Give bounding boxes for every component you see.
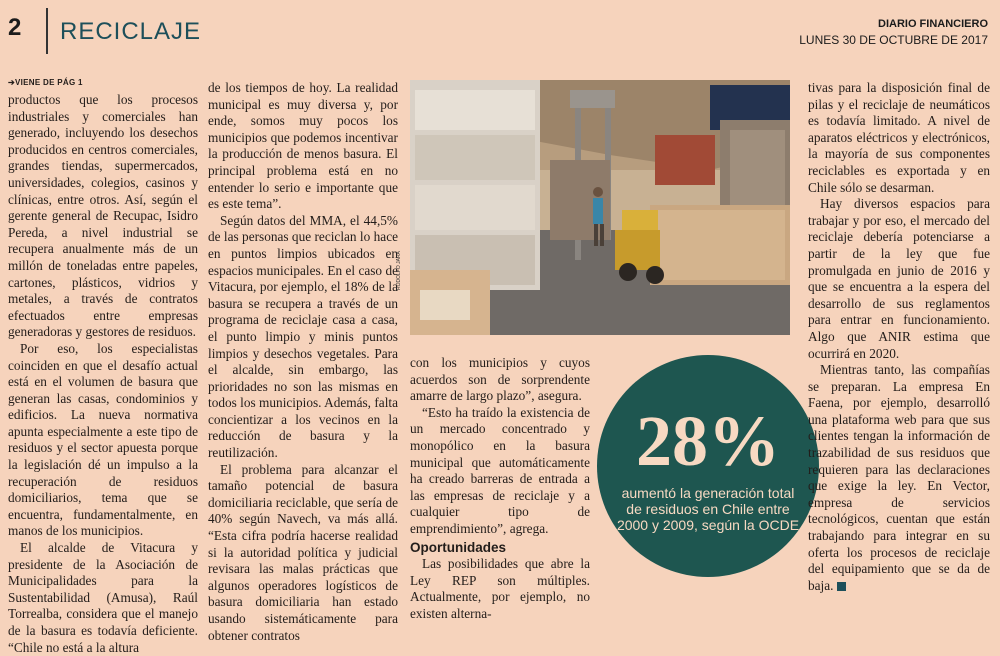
paragraph: “Esto ha traído la existencia de un mercado concentrado y monopólico en la basura municipal que automáticamente ha creado barreras de entrada a las empresas de reciclaje y a cualquier tipo de emprendimiento”, agrega. [410, 404, 590, 536]
subheading: Oportunidades [410, 539, 507, 555]
article-column-1 [8, 92, 198, 656]
page-number: 2 [8, 14, 22, 41]
paragraph: Las posibilidades que abre la Ley REP son múltiples. Actualmente, por ejemplo, no existen alterna- [410, 556, 590, 621]
paragraph: tivas para la disposición final de pilas y el reciclaje de neumáticos es todavía limitado. A nivel de aparatos eléctricos y electrónicos, la mayoría de sus componentes reciclables es exportada y en Chile sólo se desarman. [808, 80, 990, 195]
publication-date: LUNES 30 DE OCTUBRE DE 2017 [799, 33, 988, 47]
statistic-callout [597, 355, 819, 577]
newspaper-name: DIARIO FINANCIERO [878, 18, 988, 30]
continued-from-label: ➔VIENE DE PÁG 1 [8, 78, 83, 87]
article-column-2 [208, 80, 398, 644]
masthead [799, 18, 988, 47]
paragraph: El problema para alcanzar el tamaño potencial de basura domiciliaria reciclable, que sería de 40% según Navech, va más allá. “Esta cifra podría hacerse realidad si la autoridad política y judicial revisara las malas prácticas que algunos operadores logísticos de basura domiciliaria han estado usando sistemáticamente para obtener contratos [208, 461, 398, 643]
statistic-caption: aumentó la generación total de residuos en Chile entre 2000 y 2009, según la OCDE [616, 485, 800, 533]
photo-credit: RODOLFO JARA [396, 251, 402, 290]
recycling-plant-photo [410, 80, 790, 335]
paragraph: Según datos del MMA, el 44,5% de las personas que reciclan lo hace en puntos limpios ubicados en espacios municipales. En el caso de Vitacura, por ejemplo, el 18% de la basura se recupera a través de un programa de reciclaje casa a casa, el punto limpio y minis puntos limpios y desechos vegetales. Para el alcalde, sin embargo, las prioridades no son las mismas en todos los municipios. Además, falta concientizar a los vecinos en la reducción de basura y la reutilización. [208, 212, 398, 461]
paragraph: de los tiempos de hoy. La realidad municipal es muy diversa y, por ende, somos muy pocos los municipios que podemos incentivar la producción de menos basura. El principal problema está en no entender lo serio e importante que es este tema”. [208, 80, 398, 212]
article-column-4 [808, 80, 990, 594]
paragraph: productos que los procesos industriales y comerciales han generado, incluyendo los desechos producidos en centros comerciales, grandes tiendas, supermercados, universidades, colegios, casinos y clínicas, entre otros. Así, según el gerente general de Recupac, Isidro Pereda, a nivel industrial se recupera anualmente más de un millón de toneladas entre papeles, cartones, plásticos, vidrios y metales, a través de contratos efectuados entre empresas generadoras y gestores de residuos. [8, 92, 198, 340]
article-column-3 [410, 355, 590, 623]
paragraph: Hay diversos espacios para trabajar y por eso, el mercado del reciclaje debería potenciarse a partir de la ley que fue promulgada en junio de 2016 y que se encuentra a la espera del desarrollo de sus reglamentos para entrar en funcionamiento. Algo que ANIR estima que ocurrirá en 2020. [808, 196, 990, 361]
paragraph-final [808, 362, 990, 594]
paragraph-text: Mientras tanto, las compañías se preparan. La empresa En Faena, por ejemplo, desarrolló una plataforma web para que sus clientes tengan la información de trazabilidad de sus residuos que requieren para las declaraciones que exige la ley. En Vector, empresa de servicios tecnológicos, cuentan que están trabajando para integrar en su oferta los procesos de reciclaje del equipamiento que se da de baja. [808, 362, 990, 593]
paragraph: El alcalde de Vitacura y presidente de la Asociación de Municipalidades para la Sustentabilidad (Amusa), Raúl Torrealba, considera que el manejo de la basura es todavía deficiente. “Chile no está a la altura [8, 540, 198, 655]
section-title: RECICLAJE [60, 18, 202, 45]
statistic-figure: 28% [636, 401, 780, 481]
header-divider [46, 8, 48, 54]
paragraph: Por eso, los especialistas coinciden en que el desafío actual está en el volumen de basura que generan las casas, condominios y edificios. La nueva normativa apunta especialmente a este tipo de residuos y el sector apuesta porque la legislación dé un impulso a la recuperación de residuos domiciliarios, tema que se encuentra, fundamentalmente, en manos de los municipios. [8, 340, 198, 539]
end-of-article-mark [837, 582, 846, 591]
photo-illustration [410, 80, 790, 335]
paragraph: con los municipios y cuyos acuerdos son de sorprendente amarre de largo plazo”, asegura. [410, 355, 590, 404]
